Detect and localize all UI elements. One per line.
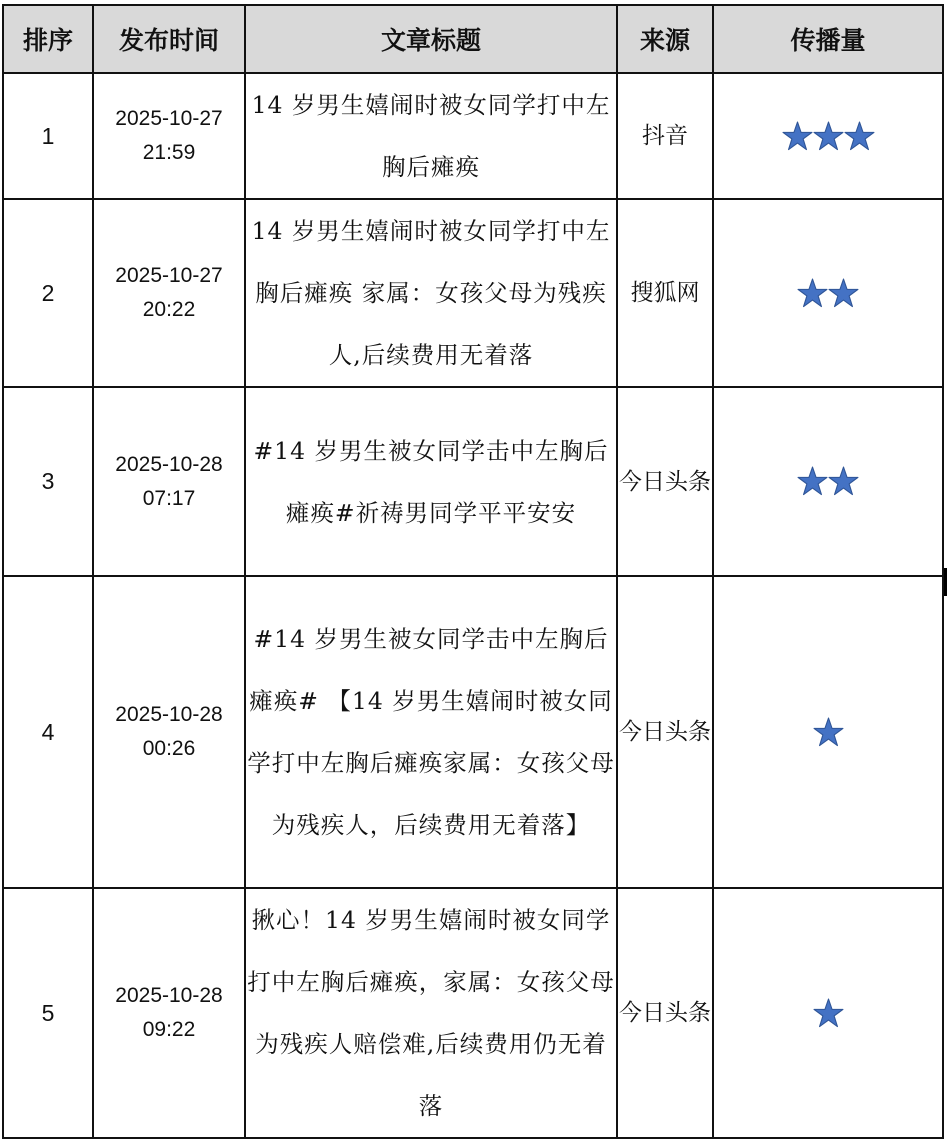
rank-cell: 1	[3, 73, 93, 199]
source-cell: 抖音	[617, 73, 713, 199]
time-cell	[93, 199, 245, 387]
star-icon	[843, 120, 876, 153]
title-cell: 揪心！14 岁男生嬉闹时被女同学打中左胸后瘫痪，家属：女孩父母为残疾人赔偿难,后续费用仍无着落	[245, 888, 617, 1138]
time-text: 20:22	[142, 298, 196, 321]
header-rank: 排序	[3, 5, 93, 73]
star-icon	[781, 120, 814, 153]
time-text: 00:26	[142, 737, 196, 760]
source-cell: 搜狐网	[617, 199, 713, 387]
header-source: 来源	[617, 5, 713, 73]
header-title: 文章标题	[245, 5, 617, 73]
time-cell	[93, 73, 245, 199]
star-icon	[796, 277, 829, 310]
table-row	[3, 576, 943, 888]
date-text: 2025-10-28	[115, 984, 223, 1007]
rank-cell: 2	[3, 199, 93, 387]
spread-cell	[713, 73, 943, 199]
table-row	[3, 387, 943, 576]
star-icon	[812, 716, 845, 749]
header-row	[3, 5, 943, 73]
spread-cell	[713, 199, 943, 387]
header-spread: 传播量	[713, 5, 943, 73]
title-cell: 14 岁男生嬉闹时被女同学打中左胸后瘫痪 家属：女孩父母为残疾人,后续费用无着落	[245, 199, 617, 387]
star-icon	[796, 465, 829, 498]
title-cell: #14 岁男生被女同学击中左胸后瘫痪#祈祷男同学平平安安	[245, 387, 617, 576]
date-text: 2025-10-27	[115, 264, 223, 287]
time-text: 09:22	[142, 1018, 196, 1041]
rank-cell: 3	[3, 387, 93, 576]
source-cell: 今日头条	[617, 576, 713, 888]
star-icon	[827, 465, 860, 498]
time-text: 21:59	[142, 141, 196, 164]
text-cursor-mark	[944, 568, 947, 596]
table-row	[3, 73, 943, 199]
table-body	[3, 73, 943, 1138]
time-cell	[93, 888, 245, 1138]
spread-cell	[713, 888, 943, 1138]
time-text: 07:17	[142, 486, 196, 510]
source-cell: 今日头条	[617, 888, 713, 1138]
table-row	[3, 199, 943, 387]
table-header	[3, 5, 943, 73]
time-cell	[93, 387, 245, 576]
ranking-table	[2, 4, 944, 1139]
source-cell: 今日头条	[617, 387, 713, 576]
rank-cell: 5	[3, 888, 93, 1138]
title-cell: #14 岁男生被女同学击中左胸后瘫痪# 【14 岁男生嬉闹时被女同学打中左胸后瘫痪家属：女孩父母为残疾人，后续费用无着落】	[245, 576, 617, 888]
date-text: 2025-10-27	[115, 107, 223, 130]
spread-cell	[713, 387, 943, 576]
header-time: 发布时间	[93, 5, 245, 73]
rank-cell: 4	[3, 576, 93, 888]
star-icon	[812, 120, 845, 153]
date-text: 2025-10-28	[115, 703, 223, 726]
date-text: 2025-10-28	[115, 452, 223, 476]
title-cell: 14 岁男生嬉闹时被女同学打中左胸后瘫痪	[245, 73, 617, 199]
star-icon	[827, 277, 860, 310]
time-cell	[93, 576, 245, 888]
star-icon	[812, 997, 845, 1030]
spread-cell	[713, 576, 943, 888]
table-row	[3, 888, 943, 1138]
